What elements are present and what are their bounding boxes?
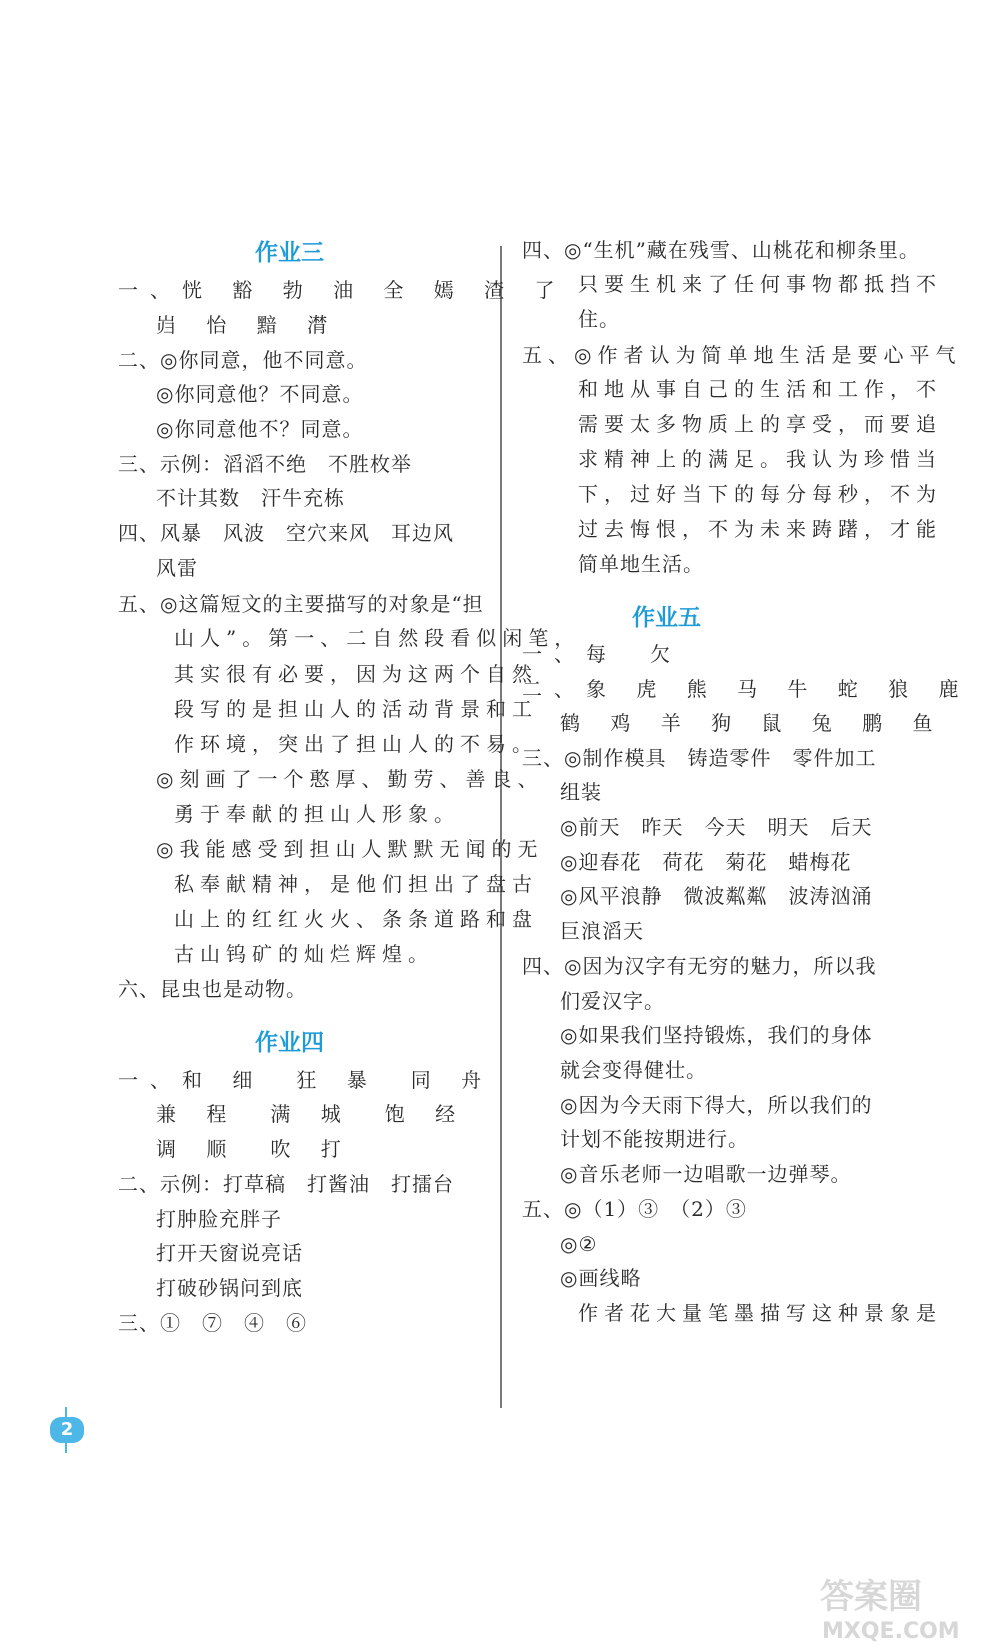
answer-line: 一、恍 豁 勃 油 全 嫣 渣 了 [118,278,567,302]
answer-line: ◎迎春花 荷花 菊花 蜡梅花 [560,850,852,874]
answer-line: 六、昆虫也是动物。 [118,977,307,1001]
answer-line: 求精神上的满足。我认为珍惜当 [578,447,942,471]
answer-line: 简单地生活。 [578,552,704,576]
answer-line: 过去悔恨，不为未来踌躇，才能 [578,517,942,541]
answer-line: 私奉献精神，是他们担出了盘古 [174,872,538,896]
answer-line: 二、◎你同意，他不同意。 [118,348,368,372]
answer-line: ◎② [560,1232,598,1256]
answer-line: 打破砂锅问到底 [156,1276,303,1300]
watermark-line-2: MXQE.COM [822,1619,960,1644]
watermark-logo-graphic [820,1572,990,1644]
answer-line: 三、示例：滔滔不绝 不胜枚举 [118,452,412,476]
answer-line: 兼 程 满 城 饱 经 [156,1102,468,1126]
answer-line: 一、每 欠 [522,642,682,666]
answer-line: ◎前天 昨天 今天 明天 后天 [560,815,873,839]
answer-line: 岿 怡 黯 潸 [156,313,340,337]
answer-line: ◎音乐老师一边唱歌一边弹琴。 [560,1162,852,1186]
answer-line: 打开天窗说亮话 [156,1241,303,1265]
page-number: 2 [60,1419,74,1440]
answer-line: ◎因为今天雨下得大，所以我们的 [560,1093,873,1117]
answer-line: 古山钨矿的灿烂辉煌。 [174,942,434,966]
answer-line: 住。 [578,307,620,331]
answer-line: 四、风暴 风波 空穴来风 耳边风 [118,521,454,545]
answer-line: 下，过好当下的每分每秒，不为 [578,482,942,506]
answer-line: 五、◎（1）③ （2）③ [522,1197,747,1221]
answer-line: 作者花大量笔墨描写这种景象是 [578,1301,942,1325]
answer-line: ◎如果我们坚持锻炼，我们的身体 [560,1023,873,1047]
section-title-homework-4: 作业四 [255,1030,324,1056]
answer-line: 组装 [560,780,602,804]
answer-line: 勇于奉献的担山人形象。 [174,802,460,826]
answer-line: ◎我能感受到担山人默默无闻的无 [156,837,544,861]
column-divider [500,246,502,1408]
answer-line: ◎风平浪静 微波粼粼 波涛汹涌 [560,884,873,908]
answer-line: 山上的红红火火、条条道路和盘 [174,907,538,931]
watermark-line-1: 答案圈 [820,1577,922,1617]
answer-line: 需要太多物质上的享受，而要追 [578,412,942,436]
page-number-badge [46,1407,92,1453]
answer-line: 就会变得健壮。 [560,1058,707,1082]
answer-line: 一、和 细 狂 暴 同 舟 [118,1068,494,1092]
answer-line: 四、◎因为汉字有无穷的魅力，所以我 [522,954,877,978]
answer-line: 调 顺 吹 打 [156,1137,353,1161]
answer-line: 二、示例：打草稿 打酱油 打擂台 [118,1172,454,1196]
answer-line: 不计其数 汗牛充栋 [156,486,345,510]
answer-line: 计划不能按期进行。 [560,1127,749,1151]
answer-line: 其实很有必要，因为这两个自然 [174,662,538,686]
answer-line: 五、◎这篇短文的主要描写的对象是“担 [118,592,484,616]
answer-line: ◎画线略 [560,1266,642,1290]
answer-line: 四、◎“生机”藏在残雪、山桃花和柳条里。 [522,238,920,262]
answer-line: 三、① ⑦ ④ ⑥ [118,1311,307,1335]
answer-line: 巨浪滔天 [560,919,644,943]
answer-line: ◎你同意他？不同意。 [156,382,364,406]
answer-line: 段写的是担山人的活动背景和工 [174,697,538,721]
answer-line: ◎刻画了一个憨厚、勤劳、善良、 [156,767,544,791]
answer-line: 二、象 虎 熊 马 牛 蛇 狼 鹿 [522,677,971,701]
answer-line: 五、◎作者认为简单地生活是要心平气 [522,343,962,367]
answer-line: 打肿脸充胖子 [156,1207,282,1231]
answer-line: 只要生机来了任何事物都抵挡不 [578,272,942,296]
answer-line: 作环境，突出了担山人的不易。 [174,732,538,756]
answer-line: 们爱汉字。 [560,989,665,1013]
answer-line: 鹤 鸡 羊 狗 鼠 兔 鹏 鱼 [560,711,945,735]
section-title-homework-3: 作业三 [255,240,324,266]
answer-line: 山人”。第一、二自然段看似闲笔， [174,626,581,650]
answer-line: ◎你同意他不？同意。 [156,417,364,441]
answer-line: 三、◎制作模具 铸造零件 零件加工 [522,746,877,770]
section-title-homework-5: 作业五 [632,605,701,631]
watermark-logo [820,1572,990,1644]
answer-line: 和地从事自己的生活和工作，不 [578,377,942,401]
answer-line: 风雷 [156,556,198,580]
